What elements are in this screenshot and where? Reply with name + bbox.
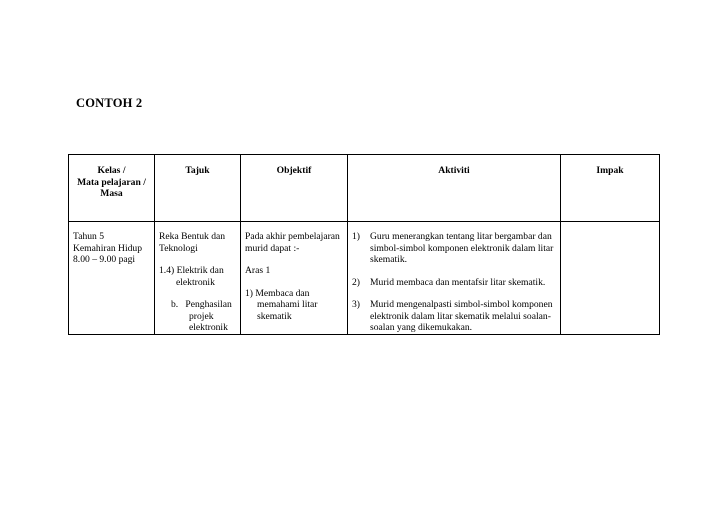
objektif-item: 1) Membaca dan <box>245 287 310 299</box>
tajuk-sub-item: b. Penghasilan <box>171 299 232 310</box>
tajuk-sub-heading: 1.4) Elektrik dan <box>159 265 224 276</box>
header-kelas: Kelas / Mata pelajaran / Masa <box>69 155 155 222</box>
cell-tajuk: Reka Bentuk dan Teknologi 1.4) Elektrik dan elektronik b. Penghasilan projek elektronik <box>155 222 241 335</box>
cell-objektif: Pada akhir pembelajaran murid dapat :- Aras 1 1) Membaca dan memahami litar skematik <box>241 222 348 335</box>
table-row <box>69 222 660 335</box>
cell-kelas: Tahun 5 Kemahiran Hidup 8.00 – 9.00 pagi <box>69 222 155 335</box>
list-item: 2) Murid membaca dan mentafsir litar skematik. <box>352 276 546 288</box>
aktiviti-list <box>352 231 557 334</box>
header-tajuk: Tajuk <box>155 155 241 222</box>
list-item: 3) Murid mengenalpasti simbol-simbol komponen elektronik dalam litar skematik melalui soalan- soalan yang dikemukakan. <box>352 299 553 333</box>
header-objektif: Objektif <box>241 155 348 222</box>
header-aktiviti: Aktiviti <box>348 155 561 222</box>
table-header-row <box>69 155 660 222</box>
header-impak: Impak <box>561 155 660 222</box>
objektif-level: Aras 1 <box>245 265 271 276</box>
cell-aktiviti <box>348 222 561 335</box>
list-item: 1) Guru menerangkan tentang litar bergambar dan simbol-simbol komponen elektronik dalam litar skematik. <box>352 231 554 265</box>
document-heading: CONTOH 2 <box>76 96 143 110</box>
lesson-plan-table <box>68 154 660 335</box>
cell-impak <box>561 222 660 335</box>
